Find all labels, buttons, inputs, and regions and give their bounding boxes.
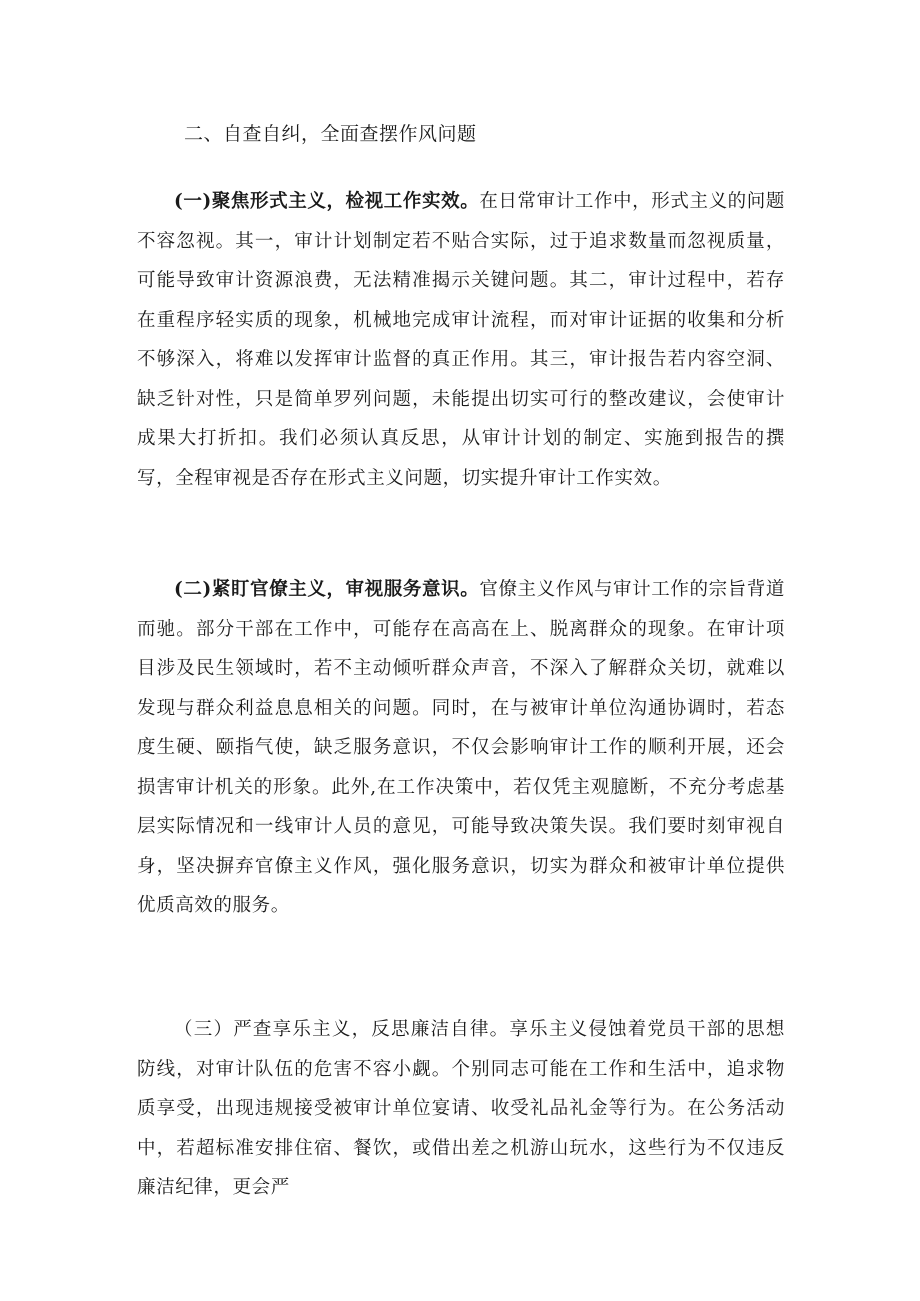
paragraph-lead: （三）严查享乐主义，反思廉洁自律。: [174, 1019, 510, 1040]
paragraph-lead: (二)紧盯官僚主义，审视服务意识。: [174, 579, 480, 600]
paragraph-lead: (一)聚焦形式主义，检视工作实效。: [174, 191, 480, 212]
paragraph-body: 官僚主义作风与审计工作的宗旨背道而驰。部分干部在工作中，可能存在高高在上、脱离群众的现象。在审计项目涉及民生领域时，若不主动倾听群众声音，不深入了解群众关切，就难以发现与群众利益息息相关的问题。同时，在与被审计单位沟通协调时，若态度生硬、颐指气使，缺乏服务意识，不仅会影响审计工作的顺利开展，还会损害审计机关的形象。此外,在工作决策中，若仅凭主观臆断，不充分考虑基层实际情况和一线审计人员的意见，可能导致决策失误。我们要时刻审视自身，坚决摒弃官僚主义作风，强化服务意识，切实为群众和被审计单位提供优质高效的服务。: [137, 579, 785, 916]
paragraph-body: 在日常审计工作中，形式主义的问题不容忽视。其一，审计计划制定若不贴合实际，过于追求数量而忽视质量，可能导致审计资源浪费，无法精准揭示关键问题。其二，审计过程中，若存在重程序轻实质的现象，机械地完成审计流程，而对审计证据的收集和分析不够深入，将难以发挥审计监督的真正作用。其三，审计报告若内容空洞、缺乏针对性，只是简单罗列问题，未能提出切实可行的整改建议，会使审计成果大打折扣。我们必须认真反思，从审计计划的制定、实施到报告的撰写，全程审视是否存在形式主义问题，切实提升审计工作实效。: [137, 191, 785, 489]
section-heading: 二、自查自纠，全面查摆作风问题: [184, 123, 477, 145]
paragraph-body: 享乐主义侵蚀着党员干部的思想防线，对审计队伍的危害不容小觑。个别同志可能在工作和生活中，追求物质享受，出现违规接受被审计单位宴请、收受礼品礼金等行为。在公务活动中，若超标准安排住宿、餐饮，或借出差之机游山玩水，这些行为不仅违反廉洁纪律，更会严: [137, 1019, 785, 1198]
paragraph-bureaucratism: [137, 570, 785, 926]
paragraph-formalism: [137, 182, 785, 498]
paragraph-hedonism: [137, 1010, 785, 1208]
